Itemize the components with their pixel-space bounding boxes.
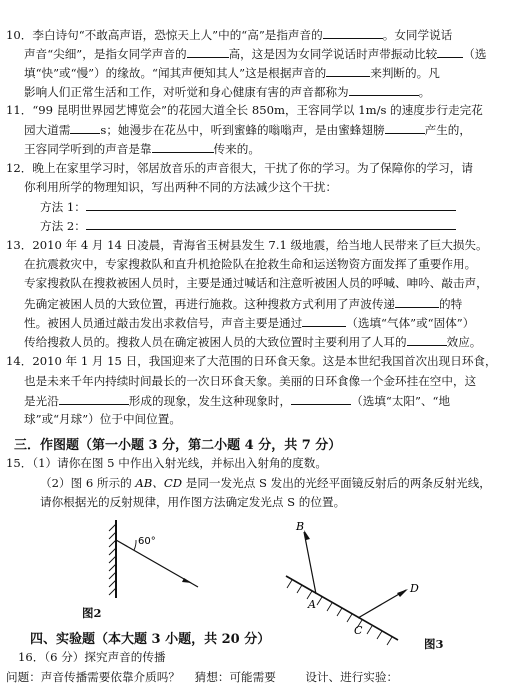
answer-blank[interactable] [86, 199, 456, 211]
q15-line3: 请你根据光的反射规律，用作图方法确定发光点 S 的位置。 [40, 495, 346, 509]
q13-line2: 在抗震救灾中，专家搜救队和直升机抢险队在抢救生命和运送物资方面发挥了重要作用。 [24, 257, 477, 271]
point-c-label: C [354, 624, 363, 637]
q10-line3: 填“快”或“慢”）的缘故。“闻其声便知其人”这是根据声音的 来判断的。凡 [24, 66, 440, 80]
figure-2 [86, 520, 206, 602]
answer-blank[interactable] [407, 334, 447, 346]
q15-line2: （2）图 6 所示的 AB、CD 是同一发光点 S 发出的光经平面镜反射后的两条反射光线， [40, 476, 491, 490]
answer-blank[interactable] [152, 141, 214, 153]
section-4-heading: 四、实验题（本大题 3 小题，共 20 分） [30, 632, 271, 647]
q11-line3: 王容同学听到的声音是靠 传来的。 [24, 142, 260, 156]
q12-line2: 你利用所学的物理知识，写出两种不同的方法减少这个干扰： [24, 180, 338, 194]
q13-line1: 13．2010 年 4 月 14 日凌晨，青海省玉树县发生 7.1 级地震，给当地人民带来了巨大损失。 [6, 238, 488, 252]
mirror-hatching [109, 524, 116, 595]
answer-blank[interactable] [437, 46, 463, 58]
section-3-heading: 三．作图题（第一小题 3 分，第二小题 4 分，共 7 分） [14, 438, 342, 453]
q11-line2: 园大道需 s；她漫步在花丛中，听到蜜蜂的嗡嗡声，是由蜜蜂翅膀 产生的， [24, 123, 471, 137]
answer-blank[interactable] [385, 122, 425, 134]
answer-blank[interactable] [395, 296, 439, 308]
angle-label: 60° [138, 536, 156, 547]
q11-line1: 11．“99 昆明世界园艺博览会”的花园大道全长 850m，王容同学以 1m/s 的速度步行走完花 [6, 103, 483, 117]
q16-line1: 16．（6 分）探究声音的传播 [18, 650, 166, 664]
q14-line2: 也是未来千年内持续时间最长的一次日环食天象。美丽的日环食像一个金环挂在空中，这 [24, 374, 477, 388]
q10-line1: 10．李白诗句“不敢高声语，恐惊天上人”中的“高”是指声音的 。女同学说话 [6, 28, 453, 42]
q12-line1: 12．晚上在家里学习时，邻居放音乐的声音很大，干扰了你的学习。为了保障你的学习，请 [6, 161, 473, 175]
q13-line5: 性。被困人员通过敲击发出求救信号，声音主要是通过 （选填“气体”或“固体”） [24, 316, 475, 330]
answer-blank[interactable] [323, 27, 383, 39]
q12-method2: 方法 2： [40, 218, 456, 233]
q13-line6: 传给搜救人员的。搜救人员在确定被困人员的大致位置时主要利用了人耳的 效应。 [24, 335, 482, 349]
point-d-label: D [410, 582, 419, 595]
answer-blank[interactable] [187, 46, 229, 58]
q13-line3: 专家搜救队在搜救被困人员时，主要是通过喊话和注意听被困人员的呼喊、呻吟、敲击声， [24, 276, 488, 290]
answer-blank[interactable] [326, 65, 370, 77]
q12-method1: 方法 1： [40, 199, 456, 214]
figure-2-caption: 图2 [82, 606, 102, 620]
arrow-icon [397, 589, 408, 597]
q10-line2: 声音“尖细”，是指女同学声音的 高，这是因为女同学说话时声带振动比较 （选 [24, 47, 487, 61]
answer-blank[interactable] [70, 122, 100, 134]
figure-3 [280, 518, 450, 646]
mirror-hatching [287, 580, 392, 645]
q10-line4: 影响人们正常生活和工作，对听觉和身心健康有害的声音都称为 。 [24, 85, 431, 99]
reflected-ray-ab [304, 532, 316, 594]
q15-line1: 15．（1）请你在图 5 中作出入射光线，并标出入射角的度数。 [6, 456, 327, 470]
answer-blank[interactable] [349, 84, 419, 96]
q16-line2: 问题：声音传播需要依靠介质吗？ 猜想：可能需要 设计、进行实验： [6, 670, 399, 684]
figure-3-caption: 图3 [424, 637, 444, 651]
answer-blank[interactable] [59, 393, 129, 405]
q14-line1: 14．2010 年 1 月 15 日，我国迎来了大范围的日环食天象。这是本世纪我国首次出现日环食， [6, 354, 497, 368]
answer-blank[interactable] [86, 218, 456, 230]
answer-blank[interactable] [302, 315, 346, 327]
answer-blank[interactable] [291, 393, 351, 405]
q13-line4: 先确定被困人员的大致位置，再进行施救。这种搜救方式利用了声波传递 的特 [24, 297, 463, 311]
point-a-label: A [308, 598, 316, 611]
q14-line3: 是光沿 形成的现象，发生这种现象时， （选填“太阳”、“地 [24, 394, 451, 408]
angle-arc [134, 540, 136, 550]
q14-line4: 球”或“月球”）位于中间位置。 [24, 412, 181, 426]
point-b-label: B [296, 520, 305, 533]
